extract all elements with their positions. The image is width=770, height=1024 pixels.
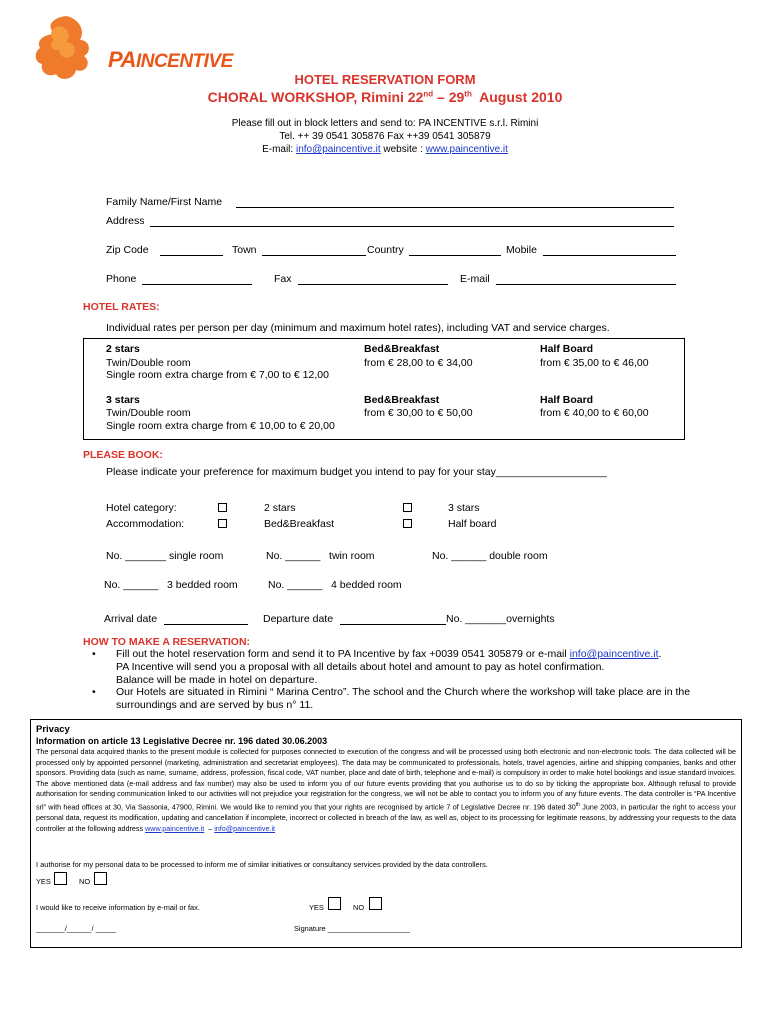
hotel-category-label: Hotel category:: [106, 502, 177, 514]
fax-field[interactable]: [298, 284, 448, 285]
single-room-count[interactable]: No. _______ single room: [106, 550, 224, 562]
bullet-icon: •: [92, 648, 96, 660]
form-title: HOTEL RESERVATION FORM: [294, 72, 476, 87]
phone-label: Phone: [106, 273, 137, 285]
contact-line1: Please fill out in block letters and send to: PA INCENTIVE s.r.l. Rimini: [231, 118, 539, 129]
tier1-extra: Single room extra charge from € 7,00 to € 12,00: [106, 369, 329, 381]
checkbox-3stars[interactable]: [403, 503, 412, 512]
logo-brand-incentive: INCENTIVE: [135, 51, 233, 72]
contact-line2: Tel. ++ 39 0541 305876 Fax ++39 0541 305879: [279, 131, 491, 142]
tier1-hb-price: from € 35,00 to € 46,00: [540, 357, 649, 369]
tier2-room: Twin/Double room: [106, 407, 191, 419]
country-field[interactable]: [409, 255, 501, 256]
receive-info-text: I would like to receive information by e-mail or fax.: [36, 903, 200, 912]
receive-no-checkbox[interactable]: [369, 897, 382, 910]
zip-label: Zip Code: [106, 244, 149, 256]
tier2-extra: Single room extra charge from € 10,00 to € 20,00: [106, 420, 335, 432]
subtitle-sup1: nd: [423, 89, 434, 99]
receive-yes-checkbox[interactable]: [328, 897, 341, 910]
subtitle-part-b: – 29: [433, 89, 465, 105]
email-label-field: E-mail: [460, 273, 490, 285]
zip-field[interactable]: [160, 255, 223, 256]
tier2-bb-header: Bed&Breakfast: [364, 394, 440, 406]
arrival-date-label: Arrival date: [104, 613, 158, 625]
website-link[interactable]: www.paincentive.it: [425, 144, 508, 155]
privacy-title: Privacy: [36, 724, 70, 735]
subtitle-part-c: August 2010: [471, 89, 563, 105]
tier1-hb-header: Half Board: [540, 343, 594, 355]
authorise-no-label: NO: [79, 877, 91, 886]
privacy-website-link[interactable]: www.paincentive.it: [145, 823, 205, 833]
tier1-room: Twin/Double room: [106, 357, 191, 369]
accommodation-label: Accommodation:: [106, 518, 185, 530]
date-field[interactable]: _______/______/ _____: [36, 924, 117, 933]
town-field[interactable]: [262, 255, 366, 256]
three-bed-room-count[interactable]: No. ______ 3 bedded room: [104, 579, 238, 591]
email-link[interactable]: info@paincentive.it: [295, 144, 381, 155]
website-label: website :: [380, 144, 426, 155]
how-to-heading: HOW TO MAKE A RESERVATION:: [83, 636, 251, 648]
overnights-count[interactable]: No. _______overnights: [446, 613, 555, 625]
privacy-body-c: –: [204, 823, 215, 833]
departure-date-label: Departure date: [263, 613, 334, 625]
receive-yes-label: YES: [309, 903, 324, 912]
family-name-field[interactable]: [236, 207, 674, 208]
authorise-yes-label: YES: [36, 877, 51, 886]
four-bed-room-count[interactable]: No. ______ 4 bedded room: [268, 579, 402, 591]
privacy-body-b: June 2003, in particular the right to access your personal data, request its modification, updating and cancellation if incomplete, incorrect or collected in breach of the law, as well as, object to its processing for legitimate reasons, by addressing your requests to the data controller at the following address: [36, 802, 736, 833]
mobile-label: Mobile: [506, 244, 537, 256]
arrival-date-field[interactable]: [164, 624, 248, 625]
logo-text: [108, 47, 233, 73]
town-label: Town: [232, 244, 257, 256]
how-email-link[interactable]: info@paincentive.it: [569, 648, 659, 660]
receive-no-label: NO: [353, 903, 365, 912]
authorise-no-checkbox[interactable]: [94, 872, 107, 885]
departure-date-field[interactable]: [340, 624, 446, 625]
twin-room-count[interactable]: No. ______ twin room: [266, 550, 375, 562]
authorise-text: I authorise for my personal data to be processed to inform me of similar initiatives or consultancy services provided by the data controllers.: [36, 860, 488, 869]
privacy-body-sup: th: [575, 801, 580, 808]
list-item: [84, 686, 744, 712]
checkbox-2stars[interactable]: [218, 503, 227, 512]
hotel-rates-heading: HOTEL RATES:: [83, 301, 160, 313]
address-field[interactable]: [150, 226, 674, 227]
bullet-icon: •: [92, 686, 96, 699]
subtitle-sup2: th: [464, 89, 472, 99]
how-b1-line2: PA Incentive will send you a proposal with all details about hotel and amount to pay as hotel confirmation.: [116, 660, 605, 673]
tier2-bb-price: from € 30,00 to € 50,00: [364, 407, 473, 419]
privacy-email-link[interactable]: info@paincentive.it: [214, 823, 276, 833]
email-label: E-mail:: [262, 144, 296, 155]
how-b1-end: .: [658, 648, 662, 660]
rates-intro: Individual rates per person per day (minimum and maximum hotel rates), including VAT and service charges.: [106, 322, 610, 334]
option-bed-breakfast: Bed&Breakfast: [264, 518, 335, 530]
phone-field[interactable]: [142, 284, 252, 285]
tier1-bb-price: from € 28,00 to € 34,00: [364, 357, 473, 369]
fax-label: Fax: [274, 273, 292, 285]
address-label: Address: [106, 215, 145, 227]
tier1-bb-header: Bed&Breakfast: [364, 343, 440, 355]
mobile-field[interactable]: [543, 255, 676, 256]
how-to-list: [84, 648, 744, 712]
option-2stars: 2 stars: [264, 502, 296, 514]
tier1-name: 2 stars: [106, 343, 140, 355]
how-b1-line3: Balance will be made in hotel on departure.: [116, 673, 318, 686]
contact-line3: [0, 144, 770, 155]
checkbox-half-board[interactable]: [403, 519, 412, 528]
option-half-board: Half board: [448, 518, 497, 530]
budget-question: Please indicate your preference for maximum budget you intend to pay for your stay___________________: [106, 466, 607, 478]
subtitle-part-a: CHORAL WORKSHOP, Rimini 22: [207, 89, 424, 105]
option-3stars: 3 stars: [448, 502, 480, 514]
signature-field[interactable]: Signature ____________________: [294, 924, 410, 933]
checkbox-bed-breakfast[interactable]: [218, 519, 227, 528]
privacy-body-a: The personal data acquired thanks to the present module is collected for purposes connected to execution of the congress and will be processed using both electronic and non-electronic tools. The data collected will be processed only by appointed personnel (marketing, administration and secretariat employees). The data may be communicated to professionals, hotels, travel agencies, airline and shipping companies, banks and other sponsors. Providing data (such as name, surname, address, profession, fiscal code, VAT number, place and date of birth, telephone and e-mail) is compulsory in order to make hotel bookings and issue standard invoices. The above mentioned data (e-mail address and fax number) may also be used to inform you of our future events providing that you authorise us to do so by ticking the appropriate box. Although refusal to provide authorisation for sending communication linked to our activities will not prejudice your registration for the congress, we will not be able to contact you to inform you of any future events. The data controller is “PA Incentive srl” with head offices at 30, Via Sassonia, 47900, Rimini. We would like to remind you that your rights are recognised by article 7 of Legislative Decree nr. 196 dated 30: [36, 747, 736, 812]
tier2-hb-header: Half Board: [540, 394, 594, 406]
how-b2-text: Our Hotels are situated in Rimini “ Marina Centro”. The school and the Church where the workshop will take place are in the surroundings and are served by bus n° 11.: [116, 686, 691, 712]
double-room-count[interactable]: No. ______ double room: [432, 550, 548, 562]
tier2-name: 3 stars: [106, 394, 140, 406]
privacy-body: [36, 747, 736, 834]
tier2-hb-price: from € 40,00 to € 60,00: [540, 407, 649, 419]
country-label: Country: [367, 244, 404, 256]
privacy-subtitle: Information on article 13 Legislative Decree nr. 196 dated 30.06.2003: [36, 736, 328, 746]
email-field[interactable]: [496, 284, 676, 285]
family-name-label: Family Name/First Name: [106, 196, 223, 208]
how-b1-text: Fill out the hotel reservation form and send it to PA Incentive by fax +0039 0541 305879 or e-mail: [116, 648, 570, 660]
authorise-yes-checkbox[interactable]: [54, 872, 67, 885]
please-book-heading: PLEASE BOOK:: [83, 449, 163, 461]
form-subtitle: [0, 89, 770, 105]
list-item: [84, 648, 744, 686]
logo-brand-pa: PA: [108, 47, 136, 72]
